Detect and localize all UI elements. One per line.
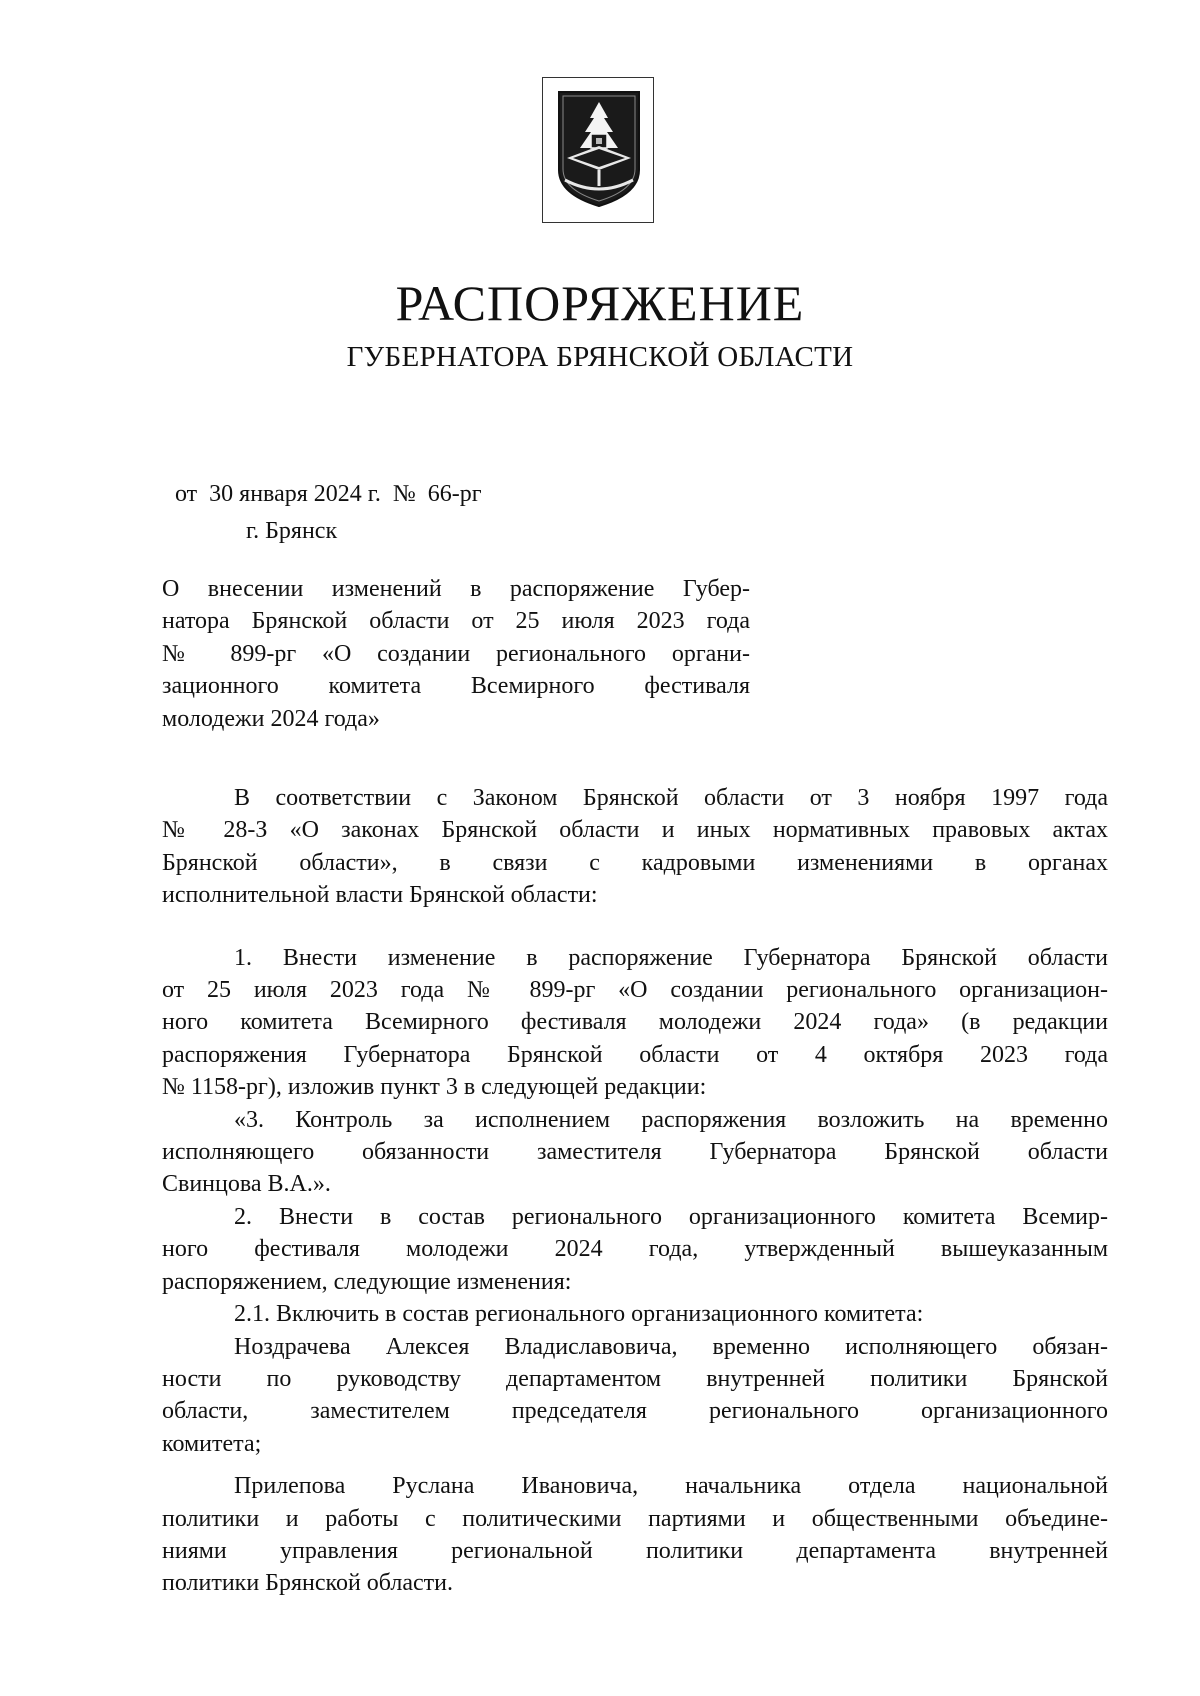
subject-line: О внесении изменений в распоряжение Губер- [162,576,750,602]
document-subtitle: ГУБЕРНАТОРА БРЯНСКОЙ ОБЛАСТИ [346,341,854,373]
body-line: № 1158-рг), изложив пункт 3 в следующей редакции: [162,1074,707,1101]
document-city: г. Брянск [246,518,338,544]
member-prilepov-paragraph [162,1470,1108,1600]
body-line: исполнительной власти Брянской области: [162,882,598,909]
body-line: политики Брянской области. [162,1570,454,1597]
body-line: 2.1. Включить в состав регионального организационного комитета: [234,1301,924,1328]
body-line: Свинцова В.А.». [162,1171,331,1198]
item-2-1-paragraph [162,1298,1108,1330]
body-line: области, заместителем председателя регионального организационного [162,1398,1108,1425]
document-subject [162,573,750,735]
subject-line: зационного комитета Всемирного фестиваля [162,673,750,700]
body-line: распоряжением, следующие изменения: [162,1268,572,1295]
body-line: Прилепова Руслана Ивановича, начальника отдела национальной [234,1473,1108,1500]
subject-line: натора Брянской области от 25 июля 2023 года [162,608,750,635]
body-line: № 28-З «О законах Брянской области и иных нормативных правовых актах [162,817,1108,844]
paragraph-gap [162,912,1108,942]
emblem-frame [542,77,654,223]
body-line: «3. Контроль за исполнением распоряжения возложить на временно [234,1106,1108,1133]
body-line: ного комитета Всемирного фестиваля молодежи 2024 года» (в редакции [162,1009,1108,1036]
subject-line: № 899-рг «О создании регионального органи- [162,640,750,667]
bryansk-coat-of-arms-icon [557,90,641,210]
document-body [162,782,1108,1600]
body-line: распоряжения Губернатора Брянской области от 4 октября 2023 года [162,1041,1108,1068]
body-line: 2. Внести в состав регионального организационного комитета Всемир- [234,1203,1108,1230]
body-line: ного фестиваля молодежи 2024 года, утвержденный вышеуказанным [162,1236,1108,1263]
body-line: В соответствии с Законом Брянской области от 3 ноября 1997 года [234,785,1108,811]
preamble-paragraph [162,782,1108,912]
document-title: РАСПОРЯЖЕНИЕ [395,275,805,331]
item-1-quote-paragraph [162,1104,1108,1201]
subject-line: молодежи 2024 года» [162,705,380,732]
member-nozdrachev-paragraph [162,1331,1108,1461]
item-1-paragraph [162,942,1108,1104]
paragraph-gap [162,1460,1108,1470]
body-line: комитета; [162,1430,262,1457]
body-line: ности по руководству департаментом внутренней политики Брянской [162,1365,1108,1392]
body-line: от 25 июля 2023 года № 899-рг «О создании регионального организацион- [162,977,1108,1004]
body-line: 1. Внести изменение в распоряжение Губернатора Брянской области [234,944,1108,971]
body-line: политики и работы с политическими партиями и общественными объедине- [162,1505,1108,1532]
body-line: исполняющего обязанности заместителя Губернатора Брянской области [162,1139,1108,1166]
document-date-number: от 30 января 2024 г. № 66-рг [175,481,482,507]
body-line: ниями управления региональной политики департамента внутренней [162,1537,1108,1564]
body-line: Брянской области», в связи с кадровыми изменениями в органах [162,849,1108,876]
body-line: Ноздрачева Алексея Владиславовича, временно исполняющего обязан- [234,1333,1108,1360]
item-2-paragraph [162,1201,1108,1298]
